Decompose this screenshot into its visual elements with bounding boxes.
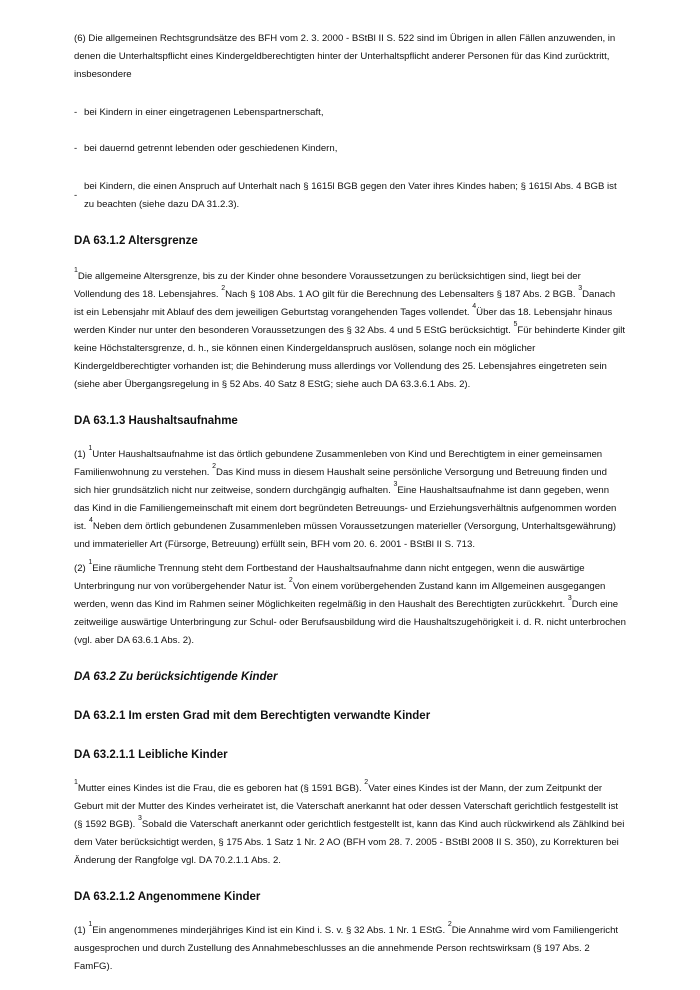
section-heading: DA 63.2 Zu berücksichtigende Kinder <box>74 671 278 683</box>
paragraph: $^1$Die allgemeine Altersgrenze, bis zu der Kinder ohne besondere Voraussetzungen zu berücksichtigen sind, liegt bei der Vollendung des 18. Lebensjahres. $^2$Nach § 108 Abs. 1 AO gilt für die Berechnung des Lebensalters § 187 Abs. 2 BGB. $^3$Danach ist ein Lebensjahr mit Ablauf des dem jeweiligen Geburtstag vorangehenden Tages vollendet. $^4$Über das 18. Lebensjahr hinaus werden Kinder nur unter den besonderen Voraussetzungen des § 32 Abs. 4 und 5 EStG berücksichtigt. $^5$Für behinderte Kinder gilt keine Höchstaltersgrenze, d. h., sie können einen Kindergeldanspruch auslösen, solange noch ein möglicher Kindergeldberechtigter vorhanden ist; die Behinderung muss allerdings vor Vollendung des 25. Lebensjahres eingetreten sein (siehe aber Übergangsregelung in § 52 Abs. 40 Satz 8 EStG; siehe auch DA 63.3.6.1 Abs. 2). <box>74 267 626 390</box>
paragraph: (1) $^1$Ein angenommenes minderjähriges Kind ist ein Kind i. S. v. § 32 Abs. 1 Nr. 1 EStG. $^2$Die Annahme wird vom Familiengericht ausgesprochen und durch Zustellung des Annahmebeschlusses an die annehmende Person rechtswirksam (§ 197 Abs. 2 FamFG). <box>74 921 619 972</box>
section-heading: DA 63.1.2 Altersgrenze <box>74 235 198 247</box>
section-heading: DA 63.1.3 Haushaltsaufnahme <box>74 415 238 427</box>
list-item: - bei dauernd getrennt lebenden oder geschiedenen Kindern, <box>74 143 338 154</box>
paragraph: $^1$Mutter eines Kindes ist die Frau, die es geboren hat (§ 1591 BGB). $^2$Vater eines Kindes ist der Mann, der zum Zeitpunkt der Geburt mit der Mutter des Kindes verheiratet ist, die Vaterschaft anerkannt hat oder dessen Vaterschaft gerichtlich festgestellt ist (§ 1592 BGB). $^3$Sobald die Vaterschaft anerkannt oder gerichtlich festgestellt ist, kann das Kind auch rückwirkend als Zählkind bei dem Vater berücksichtigt werden, § 175 Abs. 1 Satz 1 Nr. 2 AO (BFH vom 28. 7. 2005 - BStBl 2008 II S. 350), zu Korrekturen bei Änderung der Rangfolge vgl. DA 70.2.1.1 Abs. 2. <box>74 779 625 866</box>
section-heading: DA 63.2.1.1 Leibliche Kinder <box>74 749 228 761</box>
list-item: - bei Kindern, die einen Anspruch auf Unterhalt nach § 1615l BGB gegen den Vater ihres Kindes haben; § 1615l Abs. 4 BGB ist zu beachten (siehe dazu DA 31.2.3). <box>74 181 617 210</box>
section-heading: DA 63.2.1 Im ersten Grad mit dem Berechtigten verwandte Kinder <box>74 710 431 722</box>
list-item: - bei Kindern in einer eingetragenen Lebenspartnerschaft, <box>74 107 324 118</box>
paragraph-6: (6) Die allgemeinen Rechtsgrundsätze des BFH vom 2. 3. 2000 - BStBl II S. 522 sind im Übrigen in allen Fällen anzuwenden, in denen die Unterhaltspflicht eines Kindergeldberechtigten hinter der Unterhaltspflicht anderer Personen für das Kind zurücktritt, insbesondere <box>74 33 616 80</box>
paragraph: (2) $^1$Eine räumliche Trennung steht dem Fortbestand der Haushaltsaufnahme dann nicht entgegen, wenn die auswärtige Unterbringung nur von vorübergehender Natur ist. $^2$Von einem vorübergehenden Zustand kann im Allgemeinen ausgegangen werden, wenn das Kind im Rahmen seiner Möglichkeiten regelmäßig in den Haushalt des Berechtigten zurückkehrt. $^3$Durch eine zeitweilige auswärtige Unterbringung zur Schul- oder Berufsausbildung wird die Haushaltszugehörigkeit i. d. R. nicht unterbrochen (vgl. aber DA 63.6.1 Abs. 2). <box>74 559 626 646</box>
paragraph: (1) $^1$Unter Haushaltsaufnahme ist das örtlich gebundene Zusammenleben von Kind und Berechtigtem in einer gemeinsamen Familienwohnung zu verstehen. $^2$Das Kind muss in diesem Haushalt seine persönliche Versorgung und Betreuung finden und sich hier grundsätzlich nicht nur zeitweise, sondern durchgängig aufhalten. $^3$Eine Haushaltsaufnahme ist dann gegeben, wenn das Kind in die Familiengemeinschaft mit einem dort begründeten Betreuungs- und Erziehungsverhältnis aufgenommen worden ist. $^4$Neben dem örtlich gebundenen Zusammenleben müssen Voraussetzungen materieller (Versorgung, Unterhaltsgewährung) und immaterieller Art (Fürsorge, Betreuung) erfüllt sein, BFH vom 20. 6. 2001 - BStBl II S. 713. <box>74 445 617 550</box>
document-page <box>74 30 626 976</box>
section-heading: DA 63.2.1.2 Angenommene Kinder <box>74 891 261 903</box>
